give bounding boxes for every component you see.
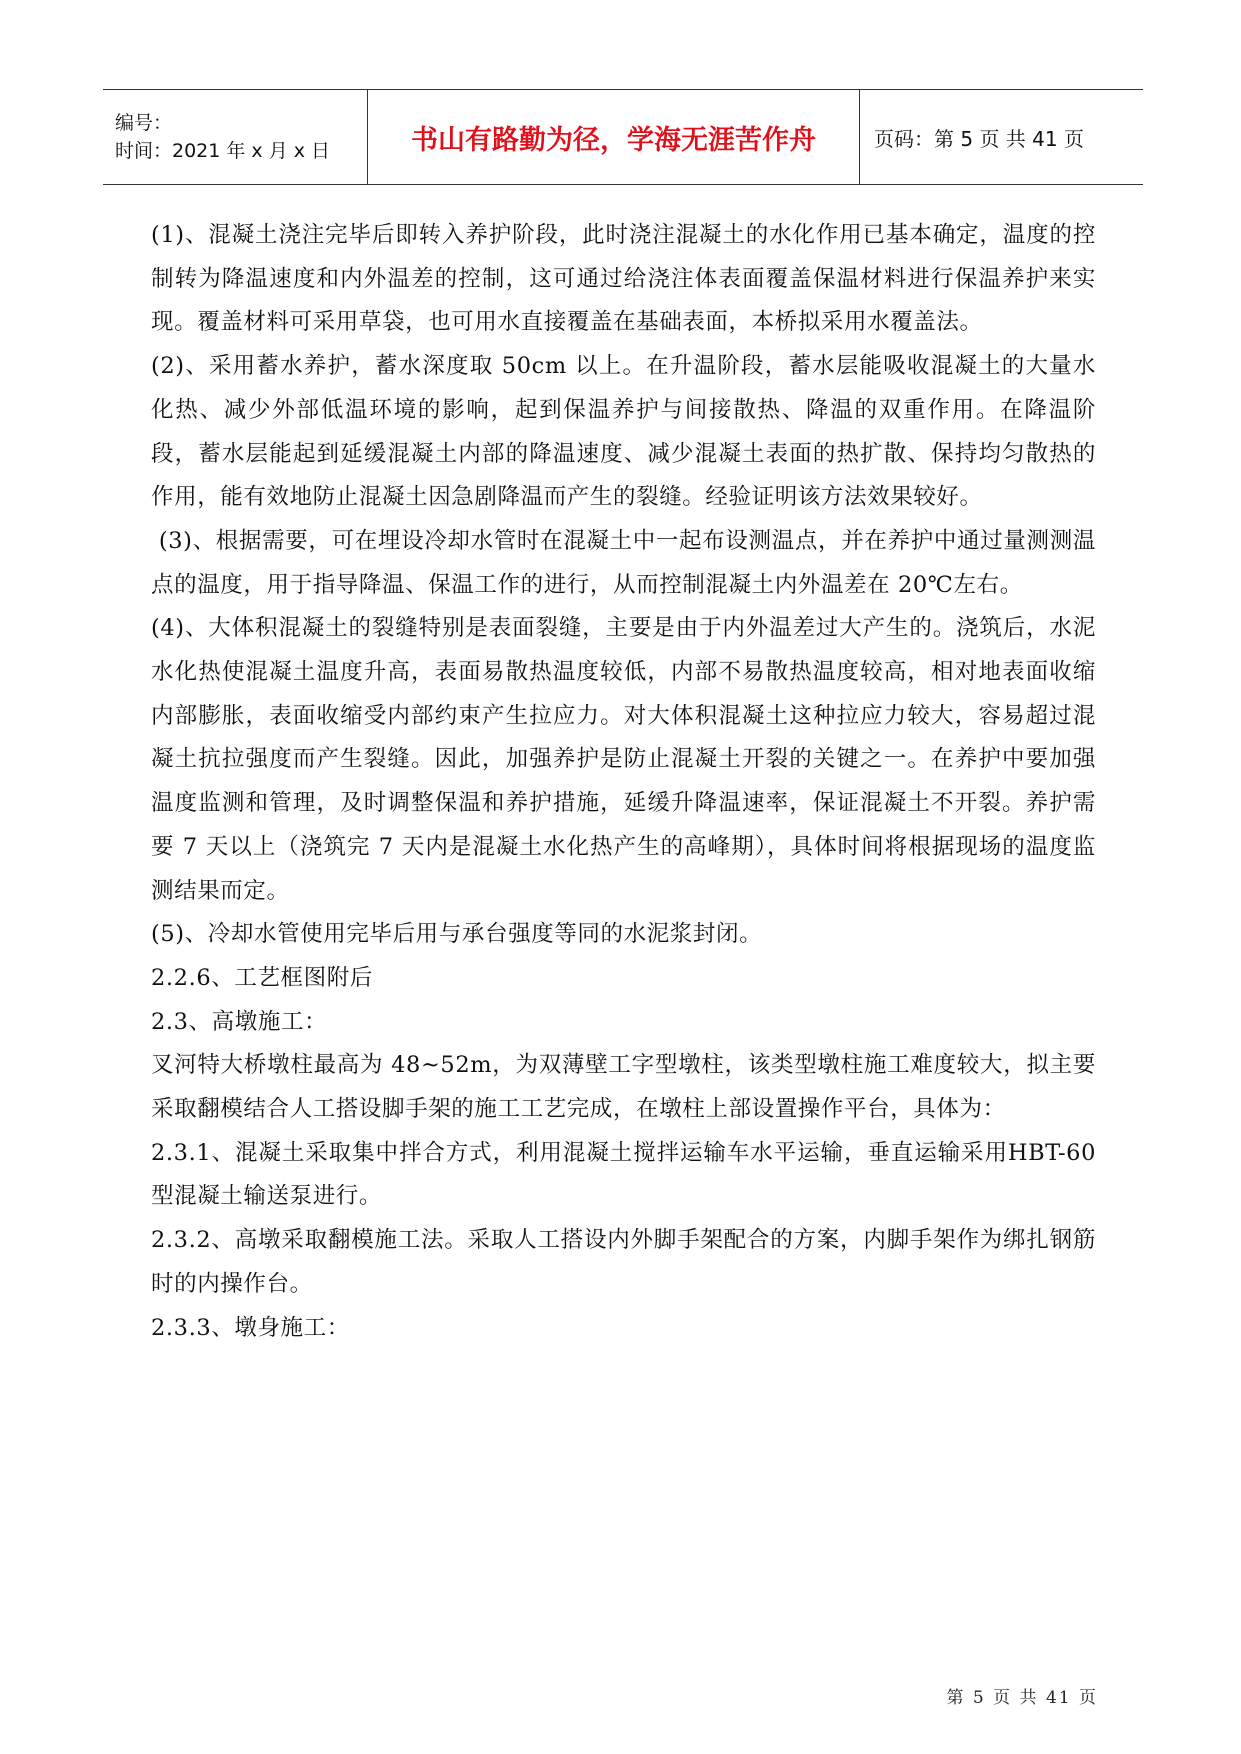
- section-heading: 2.2.6、工艺框图附后: [151, 964, 373, 991]
- number-label: 编号：: [115, 112, 173, 134]
- header-page-label: 页码：第 5 页 共 41 页: [874, 126, 1084, 151]
- paragraph: 2.3.2、高墩采取翻模施工法。采取人工搭设内外脚手架配合的方案，内脚手架作为绑扎钢筋时的内操作台。: [151, 1227, 1096, 1297]
- page-header: [103, 89, 1143, 185]
- paragraph: 叉河特大桥墩柱最高为 48~52m，为双薄壁工字型墩柱，该类型墩柱施工难度较大，拟主要采取翻模结合人工搭设脚手架的施工工艺完成，在墩柱上部设置操作平台，具体为：: [151, 1052, 1096, 1123]
- time-label: 时间：2021 年 x 月 x 日: [115, 140, 331, 162]
- header-motto-cell: [368, 90, 860, 184]
- page-footer: [947, 1683, 1098, 1708]
- section-heading: 2.3、高墩施工：: [151, 1008, 328, 1035]
- paragraph: (3)、根据需要，可在埋设冷却水管时在混凝土中一起布设测温点，并在养护中通过量测测温点的温度，用于指导降温、保温工作的进行，从而控制混凝土内外温差在 20℃左右。: [151, 527, 1096, 598]
- paragraph: 2.3.1、混凝土采取集中拌合方式，利用混凝土搅拌运输车水平运输，垂直运输采用HBT-60 型混凝土输送泵进行。: [151, 1139, 1096, 1210]
- section-heading: 2.3.3、墩身施工：: [151, 1314, 350, 1341]
- motto-text: 书山有路勤为径，学海无涯苦作舟: [411, 124, 816, 156]
- header-info-cell: [103, 90, 368, 184]
- paragraph: (2)、采用蓄水养护，蓄水深度取 50cm 以上。在升温阶段，蓄水层能吸收混凝土的大量水化热、减少外部低温环境的影响，起到保温养护与间接散热、降温的双重作用。在降温阶段，蓄水层能起到延缓混凝土内部的降温速度、减少混凝土表面的热扩散、保持均匀散热的作用，能有效地防止混凝土因急剧降温而产生的裂缝。经验证明该方法效果较好。: [151, 353, 1096, 511]
- paragraph: (4)、大体积混凝土的裂缝特别是表面裂缝，主要是由于内外温差过大产生的。浇筑后，水泥水化热使混凝土温度升高，表面易散热温度较低，内部不易散热温度较高，相对地表面收缩内部膨胀，表面收缩受内部约束产生拉应力。对大体积混凝土这种拉应力较大，容易超过混凝土抗拉强度而产生裂缝。因此，加强养护是防止混凝土开裂的关键之一。在养护中要加强温度监测和管理，及时调整保温和养护措施，延缓升降温速率，保证混凝土不开裂。养护需要 7 天以上（浇筑完 7 天内是混凝土水化热产生的高峰期），具体时间将根据现场的温度监测结果而定。: [151, 615, 1096, 904]
- footer-page-number: 第 5 页 共 41 页: [946, 1688, 1098, 1708]
- document-body: [151, 214, 1096, 1350]
- header-page-cell: [860, 90, 1143, 184]
- paragraph: (1)、混凝土浇注完毕后即转入养护阶段，此时浇注混凝土的水化作用已基本确定，温度的控制转为降温速度和内外温差的控制，这可通过给浇注体表面覆盖保温材料进行保温养护来实现。覆盖材料可采用草袋，也可用水直接覆盖在基础表面，本桥拟采用水覆盖法。: [151, 222, 1096, 336]
- paragraph: (5)、冷却水管使用完毕后用与承台强度等同的水泥浆封闭。: [151, 921, 763, 948]
